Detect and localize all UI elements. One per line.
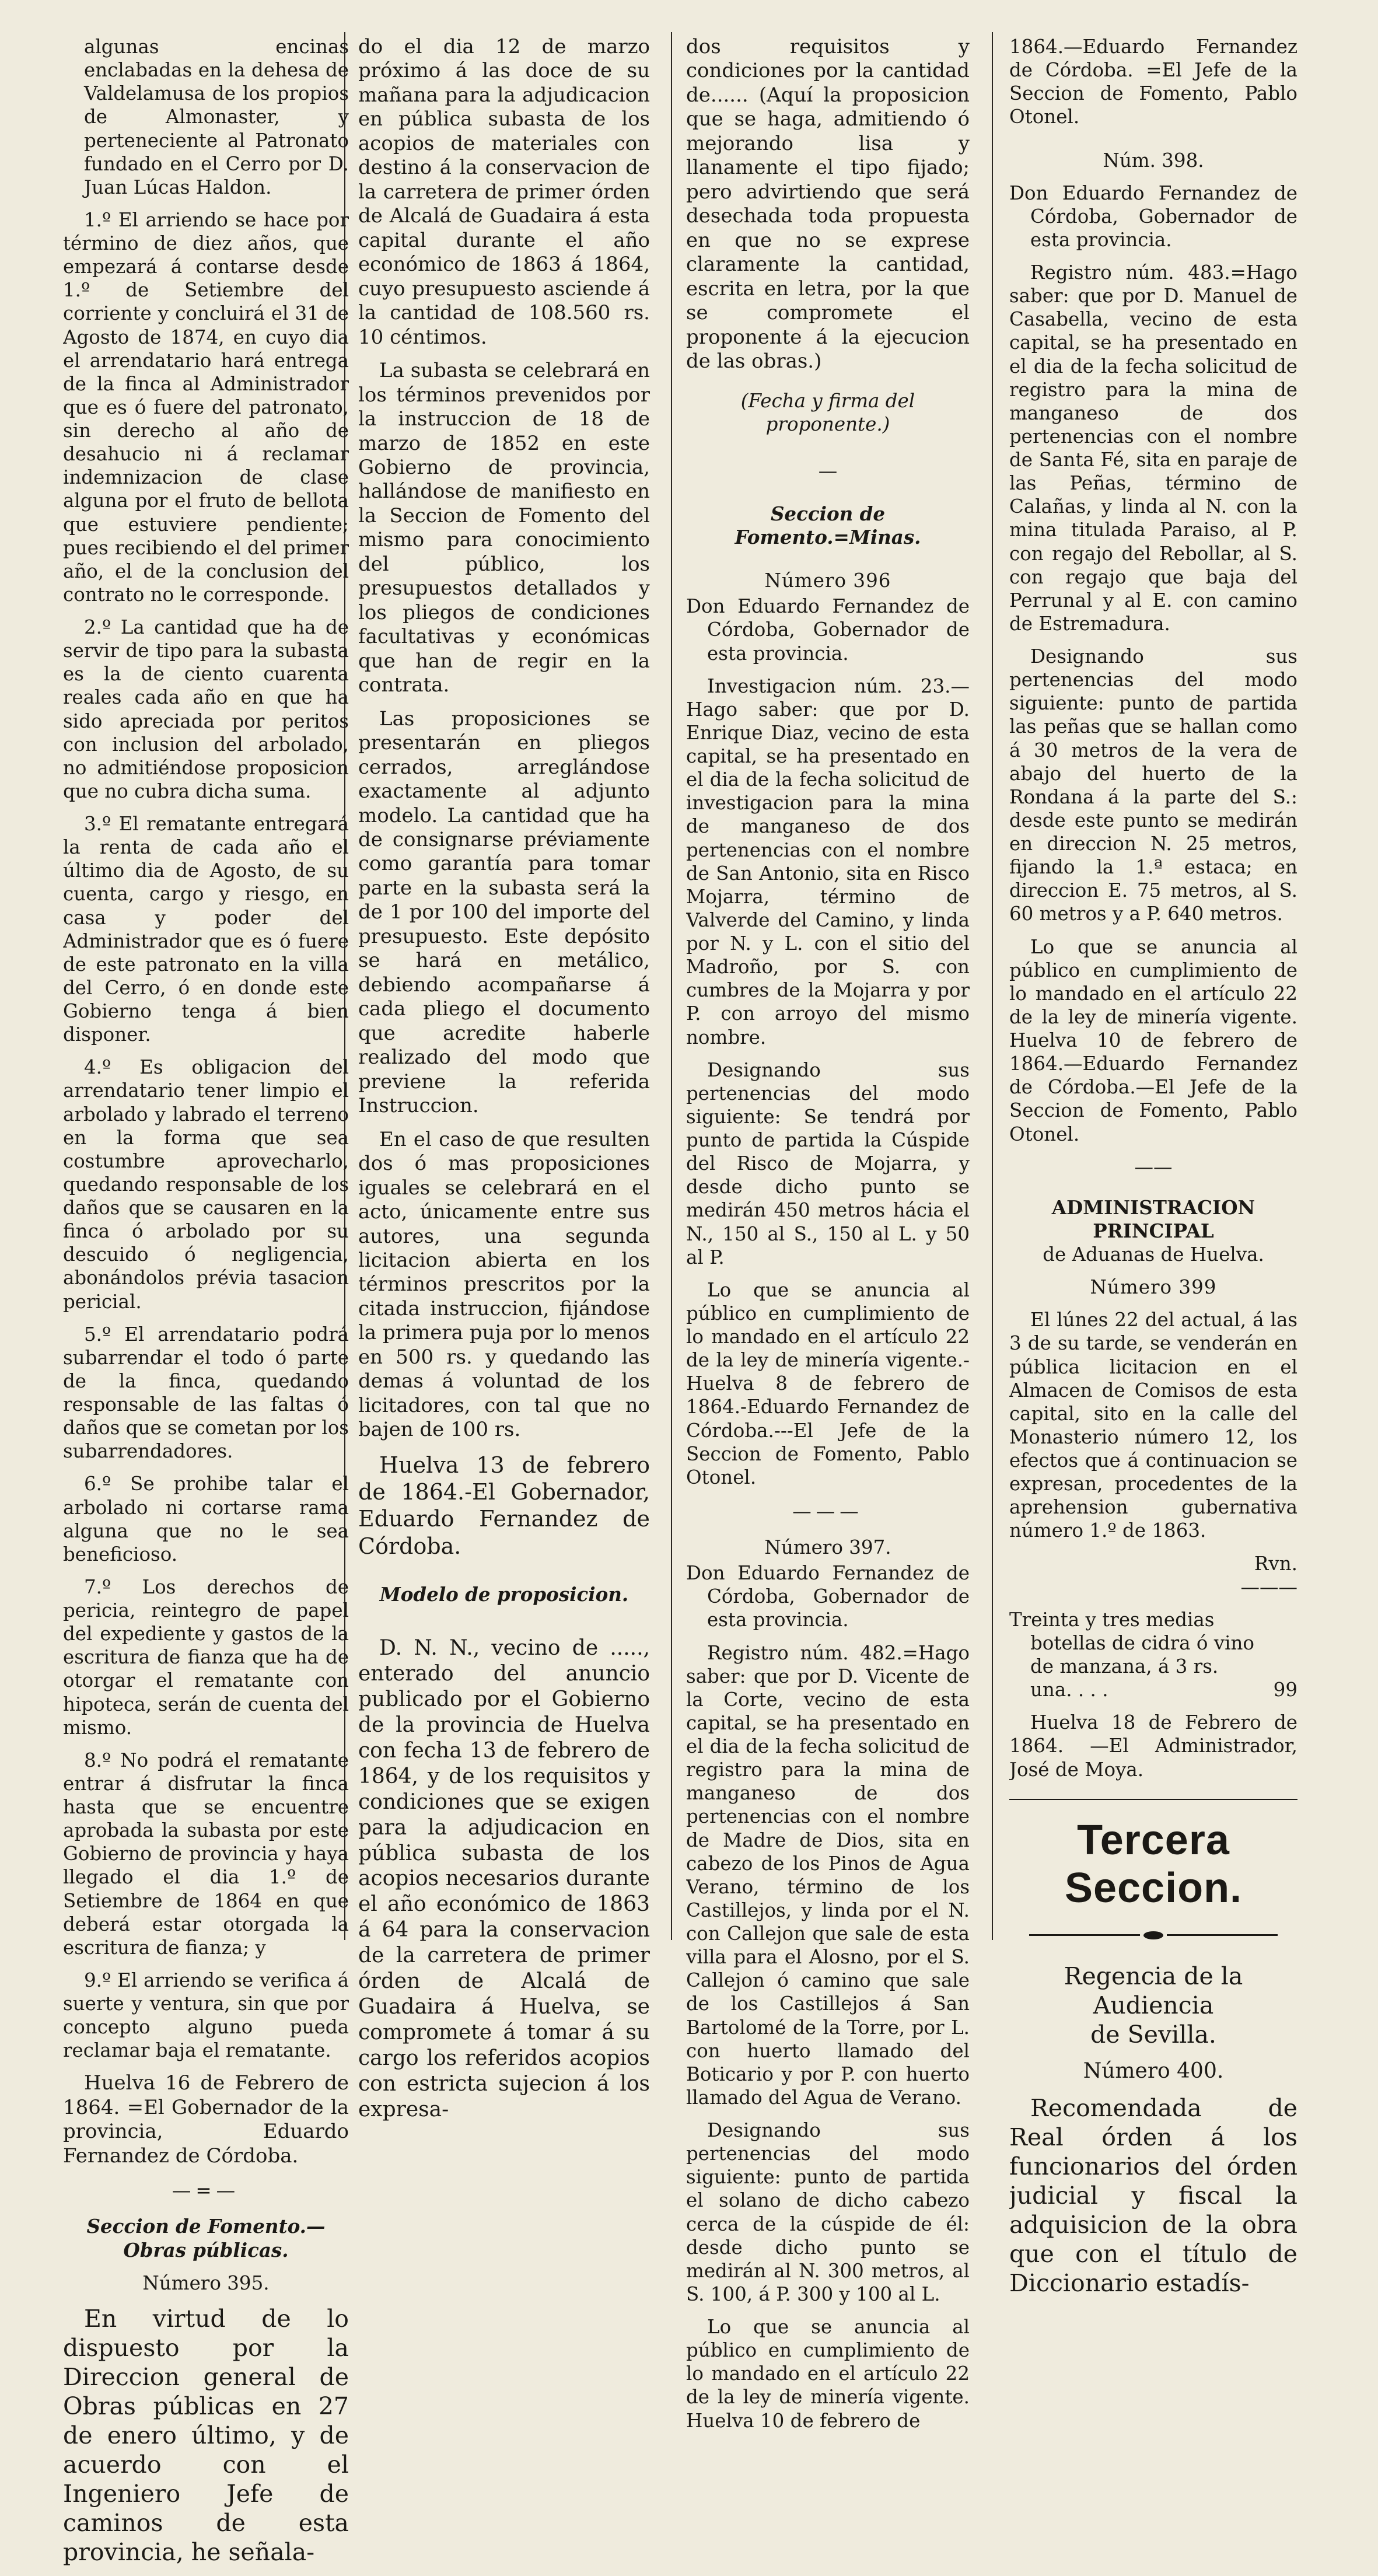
paragraph: Recomendada de Real órden á los funcionarios del órden judicial y fiscal la adquisicion de la obra que con el título de Diccionario estadís- [1009,2094,1297,2298]
paragraph: D. N. N., vecino de ....., enterado del anuncio publicado por el Gobierno de la provincia de Huelva con fecha 13 de febrero de 1864, y de los requisitos y condiciones que se exigen para la adjudicacion en pública subasta de los acopios necesarios durante el año económico de 1863 á 64 para la conservacion de la carretera de primer órden de Alcalá de Guadaira á Huelva, se compromete á tomar á su cargo los referidos acopios con estricta sujecion á los expresa- [358,1636,650,2121]
office-heading: ADMINISTRACION PRINCIPAL [1051,1196,1255,1242]
separator: —— [1134,1155,1173,1178]
notice-number: Número 397. [764,1536,891,1559]
sale-item-value: 99 [1273,1679,1297,1701]
column-rule [992,32,993,1940]
paragraph: Designando sus pertenencias del modo siguiente: punto de partida las peñas que se hallan como á 30 metros de la vera de abajo del huerto de la Rondana á la parte del S.: desde este punto se medirán en direccion N. 25 metros, fijando la 1.ª estaca; en direccion E. 75 metros, al S. 60 metros y a P. 640 metros. [1009,645,1297,925]
paragraph: En el caso de que resulten dos ó mas proposiciones iguales se celebrará en el acto, únicamente entre sus autores, una segunda licitacion abierta en los términos prescritos por la citada instruccion, fijándose la primera puja por lo menos en 500 rs. y quedando las demas á voluntad de los licitadores, con tal que no bajen de 100 rs. [358,1127,650,1442]
court-subheading: de Sevilla. [1090,2021,1216,2049]
paragraph: En virtud de lo dispuesto por la Direccion general de Obras públicas en 27 de enero último, y de acuerdo con el Ingeniero Jefe de caminos de esta provincia, he señala- [63,2304,349,2566]
section-heading: Seccion de Fomento.—Obras públicas. [86,2215,326,2262]
paragraph: dos requisitos y condiciones por la cantidad de...... (Aquí la proposicion que se haga, admitiendo ó mejorando lisa y llanamente el tipo fijado; pero advirtiendo que será desechada toda propuesta en que no se exprese claramente la cantidad, escrita en letra, por la que se compromete el proponente á la ejecucion de las obras.) [686,35,970,373]
clause-9: 9.º El arriendo se verifica á suerte y ventura, sin que por concepto alguno pueda reclamar baja el rematante. [63,1969,349,2062]
section-heading: Seccion de Fomento.=Minas. [735,502,921,549]
clause-3: 3.º El rematante entregará la renta de cada año el último dia de Agosto, de su cuenta, cargo y riesgo, en casa y poder del Administrador que es ó fuere de este patronato en la villa del Cerro, ó en donde este Gobierno tenga á bien disponer. [63,813,349,1046]
notice-number: Número 400. [1083,2059,1224,2084]
section-heading: Modelo de proposicion. [379,1583,629,1606]
column-1 [63,35,349,2576]
signature: Huelva 13 de febrero de 1864.-El Gobernador, Eduardo Fernandez de Córdoba. [358,1452,650,1559]
paragraph: Lo que se anuncia al público en cumplimiento de lo mandado en el artículo 22 de la ley de minería vigente.-Huelva 8 de febrero de 1864.-Eduardo Fernandez de Córdoba.---El Jefe de la Seccion de Fomento, Pablo Otonel. [686,1278,970,1488]
separator: ——— [792,1500,863,1522]
section-title: Tercera Seccion. [1064,1816,1243,1912]
column-2 [358,35,650,2132]
clause-4: 4.º Es obligacion del arrendatario tener limpio el arbolado y labrado el terreno en la forma que sea costumbre aprovecharlo, quedando responsable de los daños que se causaren en la finca ó arbolado por su descuido ó negligencia, abonándolos prévia tasacion pericial. [63,1056,349,1313]
clause-5: 5.º El arrendatario podrá subarrendar el todo ó parte de la finca, quedando responsable de las faltas ó daños que se cometan por los subarrendadores. [63,1323,349,1463]
clause-8: 8.º No podrá el rematante entrar á disfrutar la finca hasta que se encuentre aprobada la subasta por este Gobierno de provincia y haya llegado el dia 1.º de Setiembre de 1864 en que deberá estar otorgada la escritura de fianza; y [63,1749,349,1959]
signature-placeholder: (Fecha y firma del proponente.) [740,389,915,435]
paragraph: Designando sus pertenencias del modo siguiente: punto de partida el solano de dicho cabezo cerca de la cúspide de él: desde dicho punto se medirán al N. 300 metros, al S. 100, á P. 300 y 100 al L. [686,2119,970,2305]
paragraph: Registro núm. 483.=Hago saber: que por D. Manuel de Casabella, vecino de esta capital, se ha presentado en el dia de la fecha solicitud de registro para la mina de manganeso de dos pertenencias con el nombre de Santa Fé, sita en paraje de las Peñas, término de Calañas, y linda al N. con la mina titulada Paraiso, al P. con regajo del Rebollar, al S. con regajo que baja del Perrunal y al E. con camino de Estremadura. [1009,261,1297,635]
ornament [1009,1922,1297,1945]
column-4 [1009,35,1297,2307]
separator: — [818,459,838,482]
notice-number: Núm. 398. [1103,149,1204,172]
column-3 [686,35,970,2442]
clause-7: 7.º Los derechos de pericia, reintegro de papel del expediente y gastos de la escritura de fianza que ha de otorgar el rematante con hipoteca, serán de cuenta del mismo. [63,1575,349,1739]
section-rule [1009,1799,1297,1800]
clause-1: 1.º El arriendo se hace por término de diez años, que empezará á contarse desde 1.º de Setiembre del corriente y concluirá el 31 de Agosto de 1874, en cuyo dia el arrendatario hará entrega de la finca al Administrador que es ó fuere del patronato, sin derecho al año de desahucio ni á reclamar indemnizacion de clase alguna por el fruto de bellota que estuviere pendiente; pues recibiendo el del primer año, el de la conclusion del contrato no le corresponde. [63,208,349,606]
paragraph: Lo que se anuncia al público en cumplimiento de lo mandado en el artículo 22 de la ley de minería vigente. Huelva 10 de febrero de 1864.—Eduardo Fernandez de Córdoba.—El Jefe de la Seccion de Fomento, Pablo Otonel. [1009,935,1297,1145]
signature: Huelva 16 de Febrero de 1864. =El Gobernador de la provincia, Eduardo Fernandez de Córdoba. [63,2071,349,2168]
paragraph: 1864.—Eduardo Fernandez de Córdoba. =El Jefe de la Seccion de Fomento, Pablo Otonel. [1009,36,1297,128]
notice-header: Don Eduardo Fernandez de Córdoba, Gobernador de esta provincia. [686,595,970,665]
notice-number: Número 399 [1090,1276,1217,1299]
office-subheading: de Aduanas de Huelva. [1043,1243,1264,1266]
paragraph: algunas encinas enclabadas en la dehesa de Valdelamusa de los propios de Almonaster, y perteneciente al Patronato fundado en el Cerro por D. Juan Lúcas Haldon. [84,36,349,198]
clause-2: 2.º La cantidad que ha de servir de tipo para la subasta es la de ciento cuarenta reales cada año en que ha sido apreciada por peritos con inclusion del arbolado, no admitiéndose proposicion que no cubra dicha suma. [63,616,349,802]
sale-item-description: Treinta y tres medias botellas de cidra ó vino de manzana, á 3 rs. una. . . . [1009,1608,1255,1701]
paragraph: Lo que se anuncia al público en cumplimiento de lo mandado en el artículo 22 de la ley de minería vigente. Huelva 10 de febrero de [686,2316,970,2432]
paragraph: La subasta se celebrará en los términos prevenidos por la instruccion de 18 de marzo de 1852 en este Gobierno de provincia, hallándose de manifiesto en la Seccion de Fomento del mismo para conocimiento del público, los presupuestos detallados y los pliegos de condiciones facultativas y económicas que han de regir en la contrata. [358,359,650,697]
court-heading: Regencia de la Audiencia [1064,1962,1243,2020]
clause-6: 6.º Se prohibe talar el arbolado ni cortarse rama alguna que no le sea beneficioso. [63,1473,349,1565]
notice-number: Número 395. [142,2271,270,2294]
signature: Huelva 18 de Febrero de 1864. —El Administrador, José de Moya. [1009,1711,1297,1781]
column-rule [671,32,672,1940]
notice-header: Don Eduardo Fernandez de Córdoba, Gobernador de esta provincia. [1009,181,1297,251]
paragraph: El lúnes 22 del actual, á las 3 de su tarde, se venderán en pública licitacion en el Almacen de Comisos de esta capital, sito en la calle del Monasterio número 12, los efectos que á continuacion se expresan, procedentes de la aprehension gubernativa número 1.º de 1863. [1009,1309,1297,1542]
paragraph: do el dia 12 de marzo próximo á las doce de su mañana para la adjudicacion en pública subasta de los acopios de materiales con destino á la conservacion de la carretera de primer órden de Alcalá de Guadaira á esta capital durante el año económico de 1863 á 1864, cuyo presupuesto asciende á la cantidad de 108.560 rs. 10 céntimos. [358,35,650,349]
notice-header: Don Eduardo Fernandez de Córdoba, Gobernador de esta provincia. [686,1562,970,1631]
sale-item [1009,1608,1297,1702]
separator: —=— [172,2179,240,2202]
notice-number: Número 396 [764,569,891,592]
paragraph: Designando sus pertenencias del modo siguiente: Se tendrá por punto de partida la Cúspide del Risco de Mojarra, y desde dicho punto se medirán 450 metros hácia el N., 150 al S., 150 al L. y 50 al P. [686,1058,970,1268]
paragraph: Registro núm. 482.=Hago saber: que por D. Vicente de la Corte, vecino de esta capital, se ha presentado en el dia de la fecha solicitud de registro para la mina de manganeso de dos pertenencias con el nombre de Madre de Dios, sita en cabezo de los Pinos de Agua Verano, término de los Castillejos, y linda por el N. con Callejon que sale de esta villa para el Alosno, por el S. Callejon ó camino que sale de los Castillejos á San Bartolomé de la Torre, por L. con huerto llamado del Boticario y por P. con huerto llamado del Agua de Verano. [686,1641,970,2109]
separator: ——— [1240,1575,1297,1598]
currency-label: Rvn. [1254,1552,1297,1575]
paragraph: Las proposiciones se presentarán en pliegos cerrados, arreglándose exactamente al adjunto modelo. La cantidad que ha de consignarse préviamente como garantía para tomar parte en la subasta será la de 1 por 100 del importe del presupuesto. Este depósito se hará en metálico, debiendo acompañarse á cada pliego el documento que acredite haberle realizado del modo que previene la referida Instruccion. [358,707,650,1118]
paragraph: Investigacion núm. 23.—Hago saber: que por D. Enrique Diaz, vecino de esta capital, se ha presentado en el dia de la fecha solicitud de investigacion para la mina de manganeso de dos pertenencias con el nombre de San Antonio, sita en Risco Mojarra, término de Valverde del Camino, y linda por N. y L. con el sitio del Madroño, por S. con cumbres de la Mojarra y por P. con arroyo del mismo nombre. [686,674,970,1048]
